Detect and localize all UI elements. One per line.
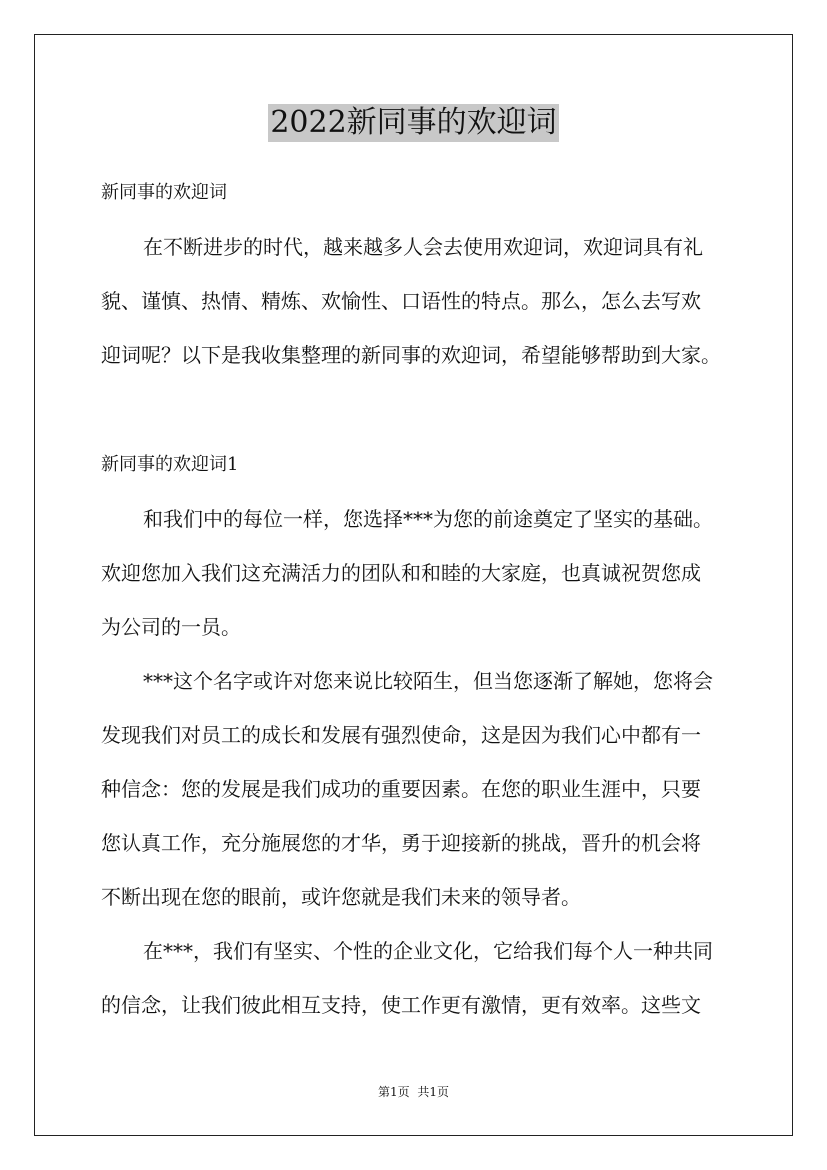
paragraph-line: 您认真工作，充分施展您的才华，勇于迎接新的挑战，晋升的机会将: [101, 831, 701, 855]
page-total: 共1页: [417, 1085, 450, 1099]
page-footer: [0, 1084, 827, 1100]
page-number: 第1页: [377, 1085, 410, 1099]
paragraph-line: 在不断进步的时代，越来越多人会去使用欢迎词，欢迎词具有礼: [143, 235, 703, 259]
section-heading: 新同事的欢迎词: [101, 182, 227, 203]
paragraph-line: 貌、谨慎、热情、精炼、欢愉性、口语性的特点。那么，怎么去写欢: [101, 289, 701, 313]
paragraph-line: 迎词呢？以下是我收集整理的新同事的欢迎词，希望能够帮助到大家。: [101, 343, 721, 367]
paragraph-line: 种信念：您的发展是我们成功的重要因素。在您的职业生涯中，只要: [101, 777, 701, 801]
title-wrap: [0, 104, 827, 142]
document-title: 2022新同事的欢迎词: [270, 105, 557, 140]
paragraph-line: 欢迎您加入我们这充满活力的团队和和睦的大家庭，也真诚祝贺您成: [101, 561, 701, 585]
section-heading: 新同事的欢迎词1: [101, 454, 239, 475]
body-paragraph: [101, 924, 737, 1032]
paragraph-line: 的信念，让我们彼此相互支持，使工作更有激情，更有效率。这些文: [101, 993, 701, 1017]
paragraph-line: 和我们中的每位一样，您选择***为您的前途奠定了坚实的基础。: [143, 507, 713, 531]
intro-paragraph: [101, 220, 737, 382]
paragraph-line: ***这个名字或许对您来说比较陌生，但当您逐渐了解她，您将会: [143, 669, 713, 693]
body-paragraph: [101, 654, 737, 924]
paragraph-line: 发现我们对员工的成长和发展有强烈使命，这是因为我们心中都有一: [101, 723, 701, 747]
body-paragraph: [101, 492, 737, 654]
paragraph-line: 为公司的一员。: [101, 615, 241, 639]
paragraph-line: 不断出现在您的眼前，或许您就是我们未来的领导者。: [101, 885, 581, 909]
paragraph-line: 在***，我们有坚实、个性的企业文化，它给我们每个人一种共同: [143, 939, 713, 963]
